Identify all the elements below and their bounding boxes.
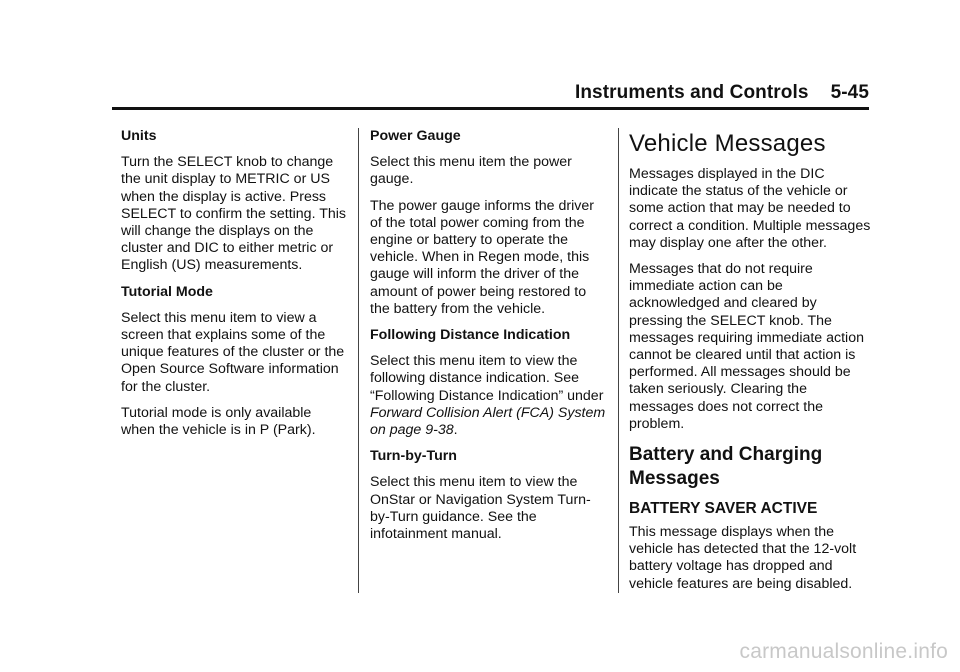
following-distance-text: Select this menu item to view the following distance indication. See “Following Distance Indication” under <box>370 353 604 404</box>
units-heading: Units <box>121 128 157 144</box>
vehicle-messages-paragraph-2: Messages that do not require immediate action can be acknowledged and cleared by pressing the SELECT knob. The messages requiring immediate action cannot be cleared until that action is performed. All messages should be taken seriously. Clearing the messages does not correct the problem. <box>629 261 864 432</box>
fca-cross-reference: Forward Collision Alert (FCA) System on page 9-38 <box>370 404 606 439</box>
tutorial-paragraph-2: Tutorial mode is only available when the vehicle is in P (Park). <box>121 404 316 439</box>
watermark: carmanualsonline.info <box>739 640 948 663</box>
power-gauge-paragraph-2: The power gauge informs the driver of the total power coming from the engine or battery to operate the vehicle. When in Regen mode, this gauge will inform the driver of the amount of power being restored to the battery from the vehicle. <box>370 197 594 317</box>
following-distance-heading: Following Distance Indication <box>370 327 571 344</box>
units-paragraph: Turn the SELECT knob to change the unit display to METRIC or US when the display is active. Press SELECT to confirm the setting. This will change the displays on the cluster and DIC to either metric or English (US) measurements. <box>121 154 346 274</box>
column-divider-left <box>358 128 359 593</box>
vehicle-messages-heading: Vehicle Messages <box>629 130 826 157</box>
power-gauge-heading: Power Gauge <box>370 128 461 144</box>
tutorial-mode-heading: Tutorial Mode <box>121 283 213 300</box>
battery-saver-paragraph: This message displays when the vehicle has detected that the 12-volt battery voltage has dropped and vehicle features are being disabled. <box>629 524 857 592</box>
battery-charging-heading: Battery and Charging Messages <box>629 444 823 490</box>
turn-by-turn-paragraph: Select this menu item to view the OnStar or Navigation System Turn-by-Turn guidance. See the infotainment manual. <box>370 474 591 543</box>
following-distance-paragraph <box>370 353 608 439</box>
following-distance-period: . <box>453 422 458 439</box>
battery-saver-heading: BATTERY SAVER ACTIVE <box>629 500 818 518</box>
vehicle-messages-paragraph-1: Messages displayed in the DIC indicate the status of the vehicle or some action that may be needed to correct a condition. Multiple messages may display one after the other. <box>629 166 871 251</box>
header-rule <box>112 107 869 110</box>
page-header <box>112 82 869 108</box>
power-gauge-paragraph-1: Select this menu item the power gauge. <box>370 154 572 188</box>
column-left <box>121 128 349 448</box>
turn-by-turn-heading: Turn-by-Turn <box>370 448 457 465</box>
column-divider-right <box>618 128 619 593</box>
section-title: Instruments and Controls <box>574 82 809 103</box>
page-number: 5-45 <box>830 82 869 103</box>
column-middle <box>370 128 608 552</box>
column-right <box>629 128 873 602</box>
tutorial-paragraph-1: Select this menu item to view a screen that explains some of the unique features of the cluster or the Open Source Software information for the cluster. <box>121 309 345 395</box>
header-text <box>575 82 869 104</box>
